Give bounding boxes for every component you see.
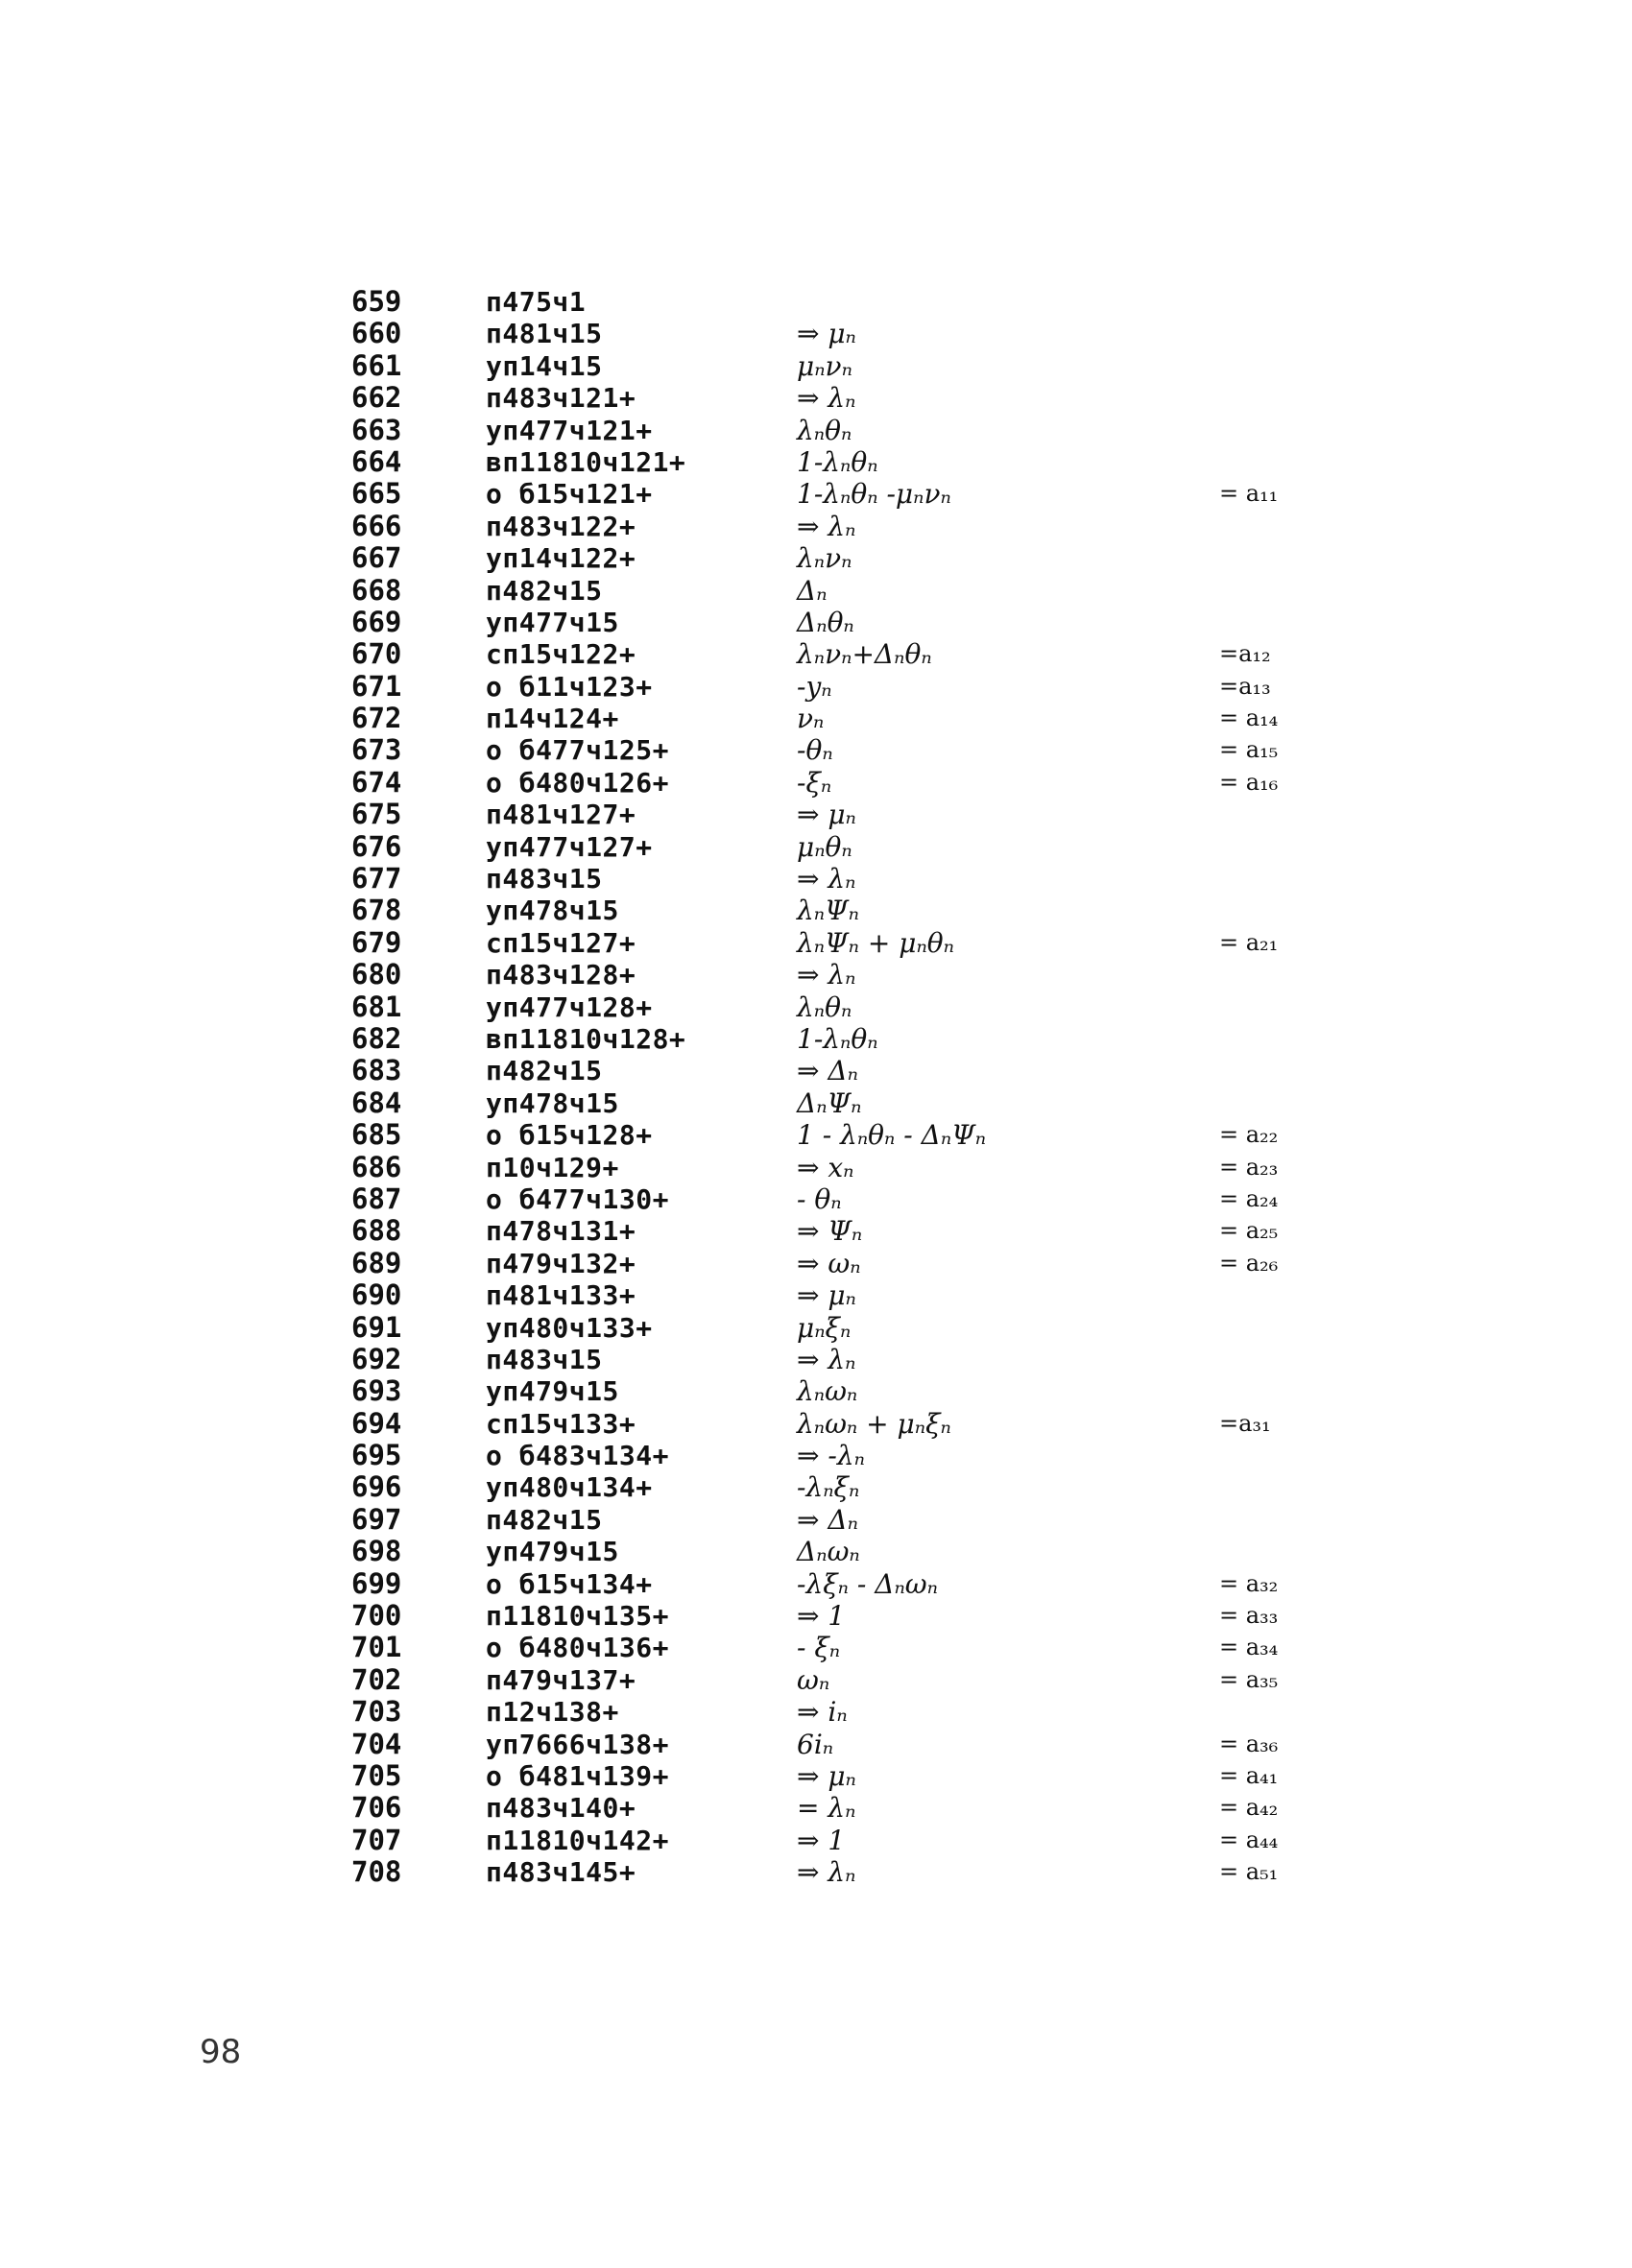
expression: -ξₙ (797, 766, 832, 799)
result-label: = a₂₁ (1219, 928, 1279, 956)
result-label: = a₂₅ (1219, 1217, 1279, 1245)
instruction-code: п12ч138+ (486, 1696, 619, 1729)
line-number: 687 (351, 1182, 402, 1215)
listing-row (351, 1344, 1311, 1375)
instruction-code: п11810ч142+ (486, 1824, 669, 1856)
listing-row (351, 1536, 1311, 1567)
instruction-code: уп478ч15 (486, 895, 619, 927)
instruction-code: уп7666ч138+ (486, 1728, 669, 1760)
result-label: = a₃₄ (1219, 1634, 1279, 1661)
instruction-code: п483ч15 (486, 1343, 603, 1375)
line-number: 676 (351, 829, 402, 863)
listing-row (351, 734, 1311, 766)
instruction-code: уп14ч122+ (486, 542, 636, 575)
listing-row (351, 1248, 1311, 1279)
instruction-code: уп477ч121+ (486, 414, 653, 446)
instruction-code: п482ч15 (486, 1055, 603, 1087)
instruction-code: уп480ч134+ (486, 1471, 653, 1504)
listing-row (351, 1279, 1311, 1311)
instruction-code: о б15ч128+ (486, 1119, 653, 1152)
listing-row (351, 1183, 1311, 1215)
listing-row (351, 1312, 1311, 1344)
result-label: = a₄₄ (1219, 1826, 1279, 1853)
instruction-code: п483ч145+ (486, 1856, 636, 1889)
listing-row (351, 767, 1311, 799)
instruction-code: о б11ч123+ (486, 670, 653, 703)
listing-row (351, 511, 1311, 542)
listing-row (351, 1696, 1311, 1728)
line-number: 708 (351, 1855, 402, 1889)
listing-row (351, 927, 1311, 959)
result-label: = a₁₄ (1219, 704, 1279, 732)
instruction-code: о б477ч125+ (486, 734, 669, 767)
result-label: = a₅₁ (1219, 1858, 1279, 1886)
line-number: 688 (351, 1214, 402, 1248)
listing-row (351, 959, 1311, 991)
line-number: 689 (351, 1246, 402, 1279)
expression: μₙνₙ (797, 349, 852, 382)
line-number: 665 (351, 477, 402, 511)
listing-row (351, 286, 1311, 318)
expression: ΔₙΨₙ (797, 1086, 862, 1119)
expression: λₙθₙ (797, 414, 852, 446)
expression: ⇒ 1 (797, 1824, 846, 1856)
line-number: 680 (351, 958, 402, 991)
listing-row (351, 1375, 1311, 1407)
expression: 1-λₙθₙ (797, 445, 878, 478)
line-number: 685 (351, 1118, 402, 1152)
line-number: 695 (351, 1439, 402, 1472)
line-number: 691 (351, 1310, 402, 1344)
instruction-code: о б477ч130+ (486, 1182, 669, 1215)
result-label: = a₃₂ (1219, 1569, 1279, 1597)
listing-row (351, 1568, 1311, 1600)
expression: λₙωₙ + μₙξₙ (797, 1407, 951, 1440)
line-number: 693 (351, 1374, 402, 1408)
expression: ⇒ λₙ (797, 1856, 856, 1889)
listing-row (351, 350, 1311, 382)
line-number: 661 (351, 348, 402, 382)
listing-row (351, 1119, 1311, 1151)
instruction-code: п483ч140+ (486, 1792, 636, 1825)
instruction-code: уп479ч15 (486, 1536, 619, 1568)
listing-row (351, 1760, 1311, 1792)
line-number: 702 (351, 1662, 402, 1696)
expression: ⇒ λₙ (797, 510, 856, 542)
line-number: 684 (351, 1086, 402, 1119)
result-label: = a₃₆ (1219, 1730, 1279, 1757)
expression: ⇒ 1 (797, 1600, 846, 1633)
line-number: 699 (351, 1566, 402, 1600)
listing-row (351, 1856, 1311, 1888)
listing-row (351, 1792, 1311, 1824)
line-number: 686 (351, 1150, 402, 1183)
instruction-code: уп14ч15 (486, 349, 603, 382)
listing-row (351, 1600, 1311, 1632)
listing-row (351, 542, 1311, 574)
listing-row (351, 1664, 1311, 1696)
listing-row (351, 1729, 1311, 1760)
instruction-code: п14ч124+ (486, 703, 619, 735)
listing-row (351, 671, 1311, 703)
expression: λₙθₙ (797, 991, 852, 1023)
listing-row (351, 1152, 1311, 1183)
line-number: 696 (351, 1470, 402, 1504)
instruction-code: сп15ч127+ (486, 926, 636, 959)
result-label: = a₁₁ (1219, 480, 1279, 508)
line-number: 701 (351, 1631, 402, 1664)
instruction-code: сп15ч122+ (486, 638, 636, 671)
expression: ωₙ (797, 1663, 830, 1696)
result-label: = a₂₄ (1219, 1184, 1279, 1212)
line-number: 703 (351, 1695, 402, 1729)
line-number: 663 (351, 413, 402, 446)
program-listing (351, 286, 1311, 1889)
expression: ⇒ Δₙ (797, 1055, 858, 1087)
listing-row (351, 1055, 1311, 1086)
instruction-code: о б483ч134+ (486, 1440, 669, 1472)
instruction-code: сп15ч133+ (486, 1407, 636, 1440)
expression: -yₙ (797, 670, 832, 703)
expression: 6iₙ (797, 1728, 834, 1760)
listing-row (351, 607, 1311, 638)
listing-row (351, 831, 1311, 863)
line-number: 681 (351, 990, 402, 1023)
line-number: 707 (351, 1823, 402, 1856)
listing-row (351, 1632, 1311, 1663)
expression: Δₙωₙ (797, 1536, 860, 1568)
expression: -θₙ (797, 734, 833, 767)
line-number: 674 (351, 765, 402, 799)
line-number: 666 (351, 509, 402, 542)
expression: ⇒ -λₙ (797, 1440, 865, 1472)
expression: ⇒ Ψₙ (797, 1215, 863, 1248)
instruction-code: п479ч132+ (486, 1247, 636, 1279)
listing-row (351, 895, 1311, 926)
expression: 1-λₙθₙ (797, 1022, 878, 1055)
line-number: 683 (351, 1054, 402, 1087)
expression: ⇒ λₙ (797, 863, 856, 895)
expression: = λₙ (797, 1792, 856, 1825)
expression: ⇒ λₙ (797, 1343, 856, 1375)
listing-row (351, 638, 1311, 670)
line-number: 668 (351, 573, 402, 607)
line-number: 662 (351, 381, 402, 415)
listing-row (351, 415, 1311, 446)
expression: - θₙ (797, 1182, 842, 1215)
result-label: = a₂₆ (1219, 1249, 1279, 1277)
line-number: 700 (351, 1599, 402, 1633)
line-number: 675 (351, 798, 402, 831)
instruction-code: п482ч15 (486, 1503, 603, 1536)
instruction-code: уп478ч15 (486, 1086, 619, 1119)
instruction-code: п481ч133+ (486, 1279, 636, 1312)
listing-row (351, 863, 1311, 895)
expression: νₙ (797, 703, 825, 735)
instruction-code: п475ч1 (486, 286, 587, 318)
instruction-code: уп480ч133+ (486, 1311, 653, 1344)
result-label: = a₃₃ (1219, 1602, 1279, 1630)
instruction-code: о б481ч139+ (486, 1759, 669, 1792)
listing-row (351, 703, 1311, 734)
result-label: = a₂₃ (1219, 1153, 1279, 1181)
expression: λₙωₙ (797, 1375, 858, 1408)
listing-row (351, 1087, 1311, 1119)
listing-row (351, 318, 1311, 349)
expression: -λξₙ - Δₙωₙ (797, 1567, 938, 1600)
listing-row (351, 1440, 1311, 1471)
line-number: 678 (351, 894, 402, 927)
line-number: 698 (351, 1535, 402, 1568)
line-number: 679 (351, 925, 402, 959)
expression: 1 - λₙθₙ - ΔₙΨₙ (797, 1119, 987, 1152)
instruction-code: п483ч128+ (486, 959, 636, 991)
expression: 1-λₙθₙ -μₙνₙ (797, 478, 951, 511)
expression: ⇒ μₙ (797, 1759, 856, 1792)
expression: λₙΨₙ (797, 895, 859, 927)
instruction-code: п483ч121+ (486, 382, 636, 415)
listing-row (351, 799, 1311, 830)
result-label: = a₂₂ (1219, 1121, 1279, 1149)
expression: λₙΨₙ + μₙθₙ (797, 926, 955, 959)
expression: ⇒ μₙ (797, 318, 856, 350)
expression: ⇒ Δₙ (797, 1503, 858, 1536)
line-number: 697 (351, 1502, 402, 1536)
line-number: 672 (351, 702, 402, 735)
line-number: 659 (351, 285, 402, 318)
line-number: 692 (351, 1342, 402, 1375)
instruction-code: уп477ч15 (486, 606, 619, 638)
listing-row (351, 1471, 1311, 1503)
listing-row (351, 1504, 1311, 1536)
instruction-code: п478ч131+ (486, 1215, 636, 1248)
result-label: = a₁₅ (1219, 736, 1279, 764)
listing-row (351, 1408, 1311, 1440)
expression: λₙνₙ+Δₙθₙ (797, 638, 932, 671)
instruction-code: вп11810ч128+ (486, 1022, 686, 1055)
listing-row (351, 382, 1311, 414)
listing-row (351, 446, 1311, 478)
line-number: 677 (351, 862, 402, 895)
line-number: 669 (351, 605, 402, 638)
expression: μₙθₙ (797, 830, 852, 863)
line-number: 671 (351, 669, 402, 703)
result-label: = a₄₁ (1219, 1761, 1279, 1789)
instruction-code: уп477ч127+ (486, 830, 653, 863)
expression: ⇒ μₙ (797, 799, 856, 831)
line-number: 664 (351, 444, 402, 478)
line-number: 660 (351, 317, 402, 350)
expression: ⇒ λₙ (797, 959, 856, 991)
listing-row (351, 575, 1311, 607)
line-number: 682 (351, 1021, 402, 1055)
line-number: 706 (351, 1791, 402, 1825)
listing-row (351, 1023, 1311, 1055)
listing-row (351, 1825, 1311, 1856)
expression: ⇒ iₙ (797, 1696, 848, 1729)
expression: ⇒ μₙ (797, 1279, 856, 1312)
line-number: 667 (351, 541, 402, 575)
result-label: =a₃₁ (1219, 1409, 1271, 1437)
instruction-code: о б15ч121+ (486, 478, 653, 511)
instruction-code: п483ч15 (486, 863, 603, 895)
instruction-code: п482ч15 (486, 574, 603, 607)
expression: ⇒ xₙ (797, 1151, 854, 1183)
result-label: = a₃₅ (1219, 1665, 1279, 1693)
expression: -λₙξₙ (797, 1471, 860, 1504)
instruction-code: уп477ч128+ (486, 991, 653, 1023)
result-label: = a₄₂ (1219, 1794, 1279, 1822)
listing-row (351, 991, 1311, 1023)
expression: ⇒ λₙ (797, 382, 856, 415)
result-label: = a₁₆ (1219, 768, 1279, 796)
line-number: 694 (351, 1406, 402, 1440)
line-number: 673 (351, 733, 402, 767)
instruction-code: п481ч127+ (486, 799, 636, 831)
line-number: 690 (351, 1278, 402, 1312)
instruction-code: п483ч122+ (486, 510, 636, 542)
instruction-code: п479ч137+ (486, 1663, 636, 1696)
instruction-code: п11810ч135+ (486, 1600, 669, 1633)
line-number: 705 (351, 1758, 402, 1792)
instruction-code: о б15ч134+ (486, 1567, 653, 1600)
listing-row (351, 1215, 1311, 1247)
expression: ⇒ ωₙ (797, 1247, 861, 1279)
page-number: 98 (200, 2033, 242, 2071)
result-label: =a₁₃ (1219, 672, 1271, 700)
expression: λₙνₙ (797, 542, 852, 575)
line-number: 704 (351, 1727, 402, 1760)
instruction-code: п481ч15 (486, 318, 603, 350)
result-label: =a₁₂ (1219, 640, 1271, 668)
instruction-code: о б480ч126+ (486, 766, 669, 799)
instruction-code: уп479ч15 (486, 1375, 619, 1408)
instruction-code: вп11810ч121+ (486, 445, 686, 478)
expression: Δₙ (797, 574, 828, 607)
listing-row (351, 478, 1311, 510)
expression: Δₙθₙ (797, 606, 854, 638)
expression: μₙξₙ (797, 1311, 852, 1344)
line-number: 670 (351, 637, 402, 671)
instruction-code: п10ч129+ (486, 1151, 619, 1183)
expression: - ξₙ (797, 1632, 841, 1664)
instruction-code: о б480ч136+ (486, 1632, 669, 1664)
